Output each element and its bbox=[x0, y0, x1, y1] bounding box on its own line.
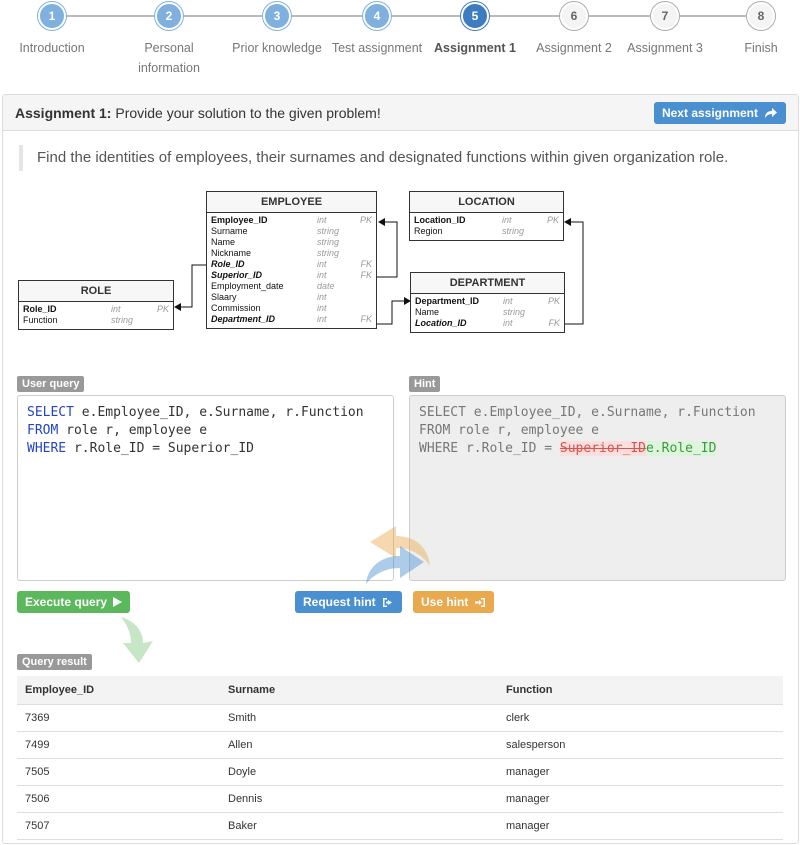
column-row: Employment_date date bbox=[211, 281, 335, 291]
assignment-panel bbox=[2, 94, 799, 844]
panel-title-bold: Assignment 1: bbox=[15, 104, 112, 121]
column-row: Name string bbox=[211, 237, 340, 247]
column-row: Department_ID int PK bbox=[415, 296, 560, 306]
column-row: Nickname string bbox=[211, 248, 340, 258]
step-1[interactable] bbox=[0, 2, 107, 58]
hint-line-2: FROM role r, employee e bbox=[419, 423, 600, 438]
use-hint-button[interactable] bbox=[413, 591, 494, 613]
play-icon bbox=[113, 597, 122, 607]
hint-line-1: SELECT e.Employee_ID, e.Surname, r.Function bbox=[419, 405, 756, 420]
column-row: Location_ID int PK bbox=[414, 215, 559, 225]
step-number: 8 bbox=[747, 2, 775, 30]
table-row: 7506 Dennis manager bbox=[17, 785, 783, 812]
step-label: Introduction bbox=[19, 41, 85, 55]
down-arrow-icon bbox=[117, 615, 157, 665]
step-label: Prior knowledge bbox=[232, 41, 322, 55]
step-8[interactable] bbox=[706, 2, 800, 58]
step-7[interactable] bbox=[610, 2, 720, 58]
step-number: 6 bbox=[560, 2, 588, 30]
progress-stepper bbox=[0, 0, 800, 80]
request-hint-label: Request hint bbox=[303, 595, 376, 609]
table-title: EMPLOYEE bbox=[207, 192, 376, 213]
step-label: Assignment 3 bbox=[627, 41, 703, 55]
department-table bbox=[410, 272, 565, 333]
column-row: Region string bbox=[414, 226, 525, 236]
step-number: 5 bbox=[461, 2, 489, 30]
column-row: Surname string bbox=[211, 226, 340, 236]
hint-added-text: e.Role_ID bbox=[645, 441, 717, 456]
request-hint-button[interactable] bbox=[295, 591, 402, 613]
swap-arrows-icon bbox=[358, 510, 438, 590]
table-row: 7505 Doyle manager bbox=[17, 758, 783, 785]
execute-query-button[interactable] bbox=[17, 591, 130, 613]
hint-removed-text: Superior_ID bbox=[559, 441, 646, 456]
hint-box bbox=[409, 395, 786, 581]
step-number: 4 bbox=[363, 2, 391, 30]
column-row: Function string bbox=[23, 315, 134, 325]
employee-table bbox=[206, 191, 377, 329]
use-hint-label: Use hint bbox=[421, 595, 469, 609]
column-header: Employee_ID bbox=[17, 676, 220, 704]
column-row: Employee_ID int PK bbox=[211, 215, 372, 225]
step-5[interactable] bbox=[420, 2, 530, 58]
column-row: Slaary int bbox=[211, 292, 327, 302]
step-number: 3 bbox=[263, 2, 291, 30]
query-result-table bbox=[17, 676, 783, 840]
column-header: Function bbox=[498, 676, 783, 704]
table-row: 7369 Smith clerk bbox=[17, 704, 783, 731]
column-header: Surname bbox=[220, 676, 498, 704]
column-row: Department_ID int FK bbox=[211, 314, 372, 324]
table-title: DEPARTMENT bbox=[411, 273, 564, 294]
step-label: Test assignment bbox=[331, 41, 423, 55]
location-table bbox=[409, 191, 564, 241]
column-row: Role_ID int PK bbox=[23, 304, 169, 314]
step-label: Assignment 1 bbox=[434, 41, 516, 55]
sign-out-icon bbox=[382, 597, 394, 608]
hint-label: Hint bbox=[409, 376, 440, 392]
step-2[interactable] bbox=[114, 2, 224, 78]
table-row: 7499 Allen salesperson bbox=[17, 731, 783, 758]
hint-line-3: WHERE r.Role_ID = Superior_IDe.Role_ID bbox=[419, 441, 717, 456]
table-row: 7507 Baker manager bbox=[17, 812, 783, 839]
question-text: Find the identities of employees, their surnames and designated functions within given organization role. bbox=[19, 145, 728, 171]
step-label: Assignment 2 bbox=[536, 41, 612, 55]
table-title: LOCATION bbox=[410, 192, 563, 213]
step-label: Personal information bbox=[138, 41, 200, 75]
step-4[interactable] bbox=[322, 2, 432, 58]
user-query-editor[interactable]: SELECT e.Employee_ID, e.Surname, r.Function FROM role r, employee e WHERE r.Role_ID = Superior_ID bbox=[17, 395, 394, 581]
table-header-row bbox=[17, 676, 783, 704]
step-label: Finish bbox=[744, 41, 778, 55]
column-row: Superior_ID int FK bbox=[211, 270, 372, 280]
execute-query-label: Execute query bbox=[25, 595, 108, 609]
query-result-label: Query result bbox=[17, 654, 92, 670]
next-assignment-label: Next assignment bbox=[661, 105, 758, 120]
sign-in-icon bbox=[474, 597, 486, 608]
step-number: 7 bbox=[651, 2, 679, 30]
role-table bbox=[18, 280, 174, 330]
column-row: Commission int bbox=[211, 303, 327, 313]
column-row: Name string bbox=[415, 307, 526, 317]
panel-title-text: Provide your solution to the given problem! bbox=[115, 104, 381, 121]
step-number: 2 bbox=[155, 2, 183, 30]
table-title: ROLE bbox=[19, 281, 173, 302]
column-row: Location_ID int FK bbox=[415, 318, 560, 328]
step-number: 1 bbox=[38, 2, 66, 30]
user-query-label: User query bbox=[17, 376, 84, 392]
column-row: Role_ID int FK bbox=[211, 259, 372, 269]
step-3[interactable] bbox=[222, 2, 332, 58]
